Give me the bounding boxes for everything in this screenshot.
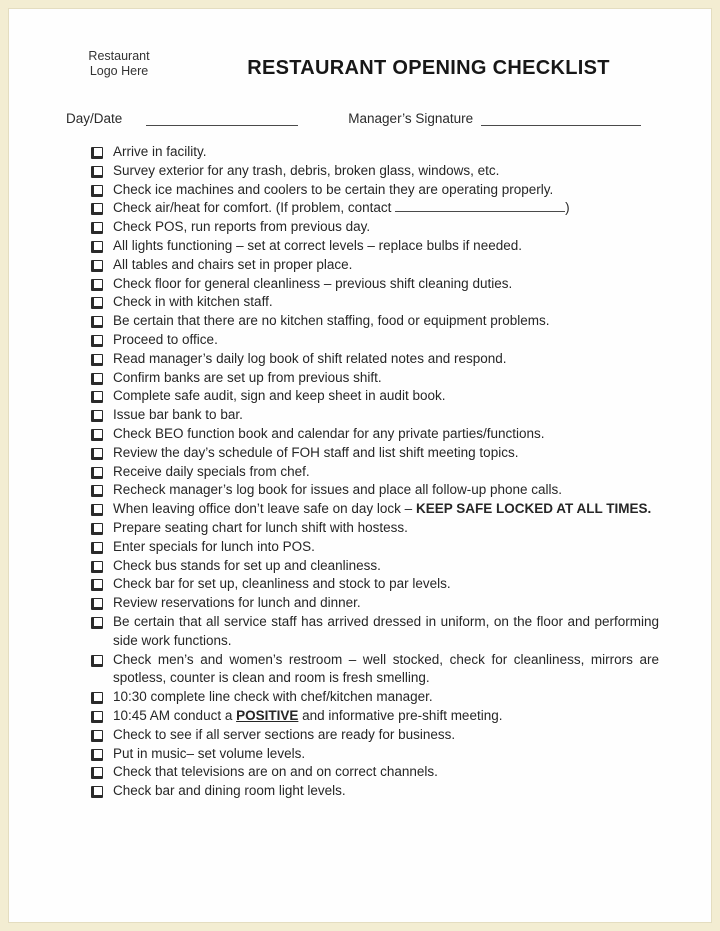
text-segment: Review reservations for lunch and dinner. — [113, 595, 361, 611]
checkbox-icon[interactable] — [91, 429, 103, 441]
checklist-item-text — [113, 707, 659, 726]
text-segment: Check that televisions are on and on correct channels. — [113, 764, 438, 780]
checklist-item-text — [113, 519, 659, 538]
checklist-item-text — [113, 745, 659, 764]
checklist-item-text — [113, 143, 659, 162]
checklist-item — [91, 519, 659, 538]
checkbox-icon[interactable] — [91, 786, 103, 798]
checklist-item-text — [113, 481, 659, 500]
checkbox-icon[interactable] — [91, 410, 103, 422]
checklist-page — [8, 8, 712, 923]
checkbox-icon[interactable] — [91, 316, 103, 328]
checkbox-icon[interactable] — [91, 561, 103, 573]
checklist-item — [91, 782, 659, 801]
checklist-item-text — [113, 594, 659, 613]
checklist-item — [91, 726, 659, 745]
text-segment: Check to see if all server sections are ready for business. — [113, 726, 456, 742]
checklist-item — [91, 387, 659, 406]
checklist-item — [91, 594, 659, 613]
checklist-item — [91, 181, 659, 200]
checklist-item — [91, 369, 659, 388]
checklist-item-text — [113, 387, 659, 406]
text-segment: ) — [565, 200, 570, 216]
checklist-item-text — [113, 275, 659, 294]
header — [66, 49, 659, 80]
checklist-item-text — [113, 538, 659, 557]
checklist-item-text — [113, 181, 659, 200]
checkbox-icon[interactable] — [91, 542, 103, 554]
checklist-item — [91, 500, 659, 519]
checkbox-icon[interactable] — [91, 297, 103, 309]
manager-signature-input-line[interactable] — [481, 110, 641, 126]
checklist-item-text — [113, 463, 659, 482]
checklist-item — [91, 557, 659, 576]
checkbox-icon[interactable] — [91, 147, 103, 159]
checklist-item — [91, 312, 659, 331]
checklist-item-text — [113, 237, 659, 256]
text-segment: Review the day’s schedule of FOH staff and list shift meeting topics. — [113, 444, 519, 460]
text-segment: Issue bar bank to bar. — [113, 407, 243, 423]
checklist-item-text — [113, 162, 659, 181]
signature-row — [66, 110, 659, 126]
checkbox-icon[interactable] — [91, 767, 103, 779]
checklist-item-text — [113, 369, 659, 388]
text-segment: Check air/heat for comfort. (If problem, contact — [113, 200, 396, 216]
day-date-input-line[interactable] — [146, 110, 298, 126]
checklist-item — [91, 481, 659, 500]
checkbox-icon[interactable] — [91, 391, 103, 403]
checklist-item — [91, 763, 659, 782]
checklist-item-text — [113, 256, 659, 275]
checklist-item — [91, 406, 659, 425]
text-segment: Prepare seating chart for lunch shift with hostess. — [113, 519, 408, 535]
checklist-item — [91, 199, 659, 218]
text-segment: Check men’s and women’s restroom – well stocked, check for cleanliness, mirrors are spotless, counter is clean and room is fresh smelling. — [113, 651, 659, 686]
text-segment: 10:30 complete line check with chef/kitchen manager. — [113, 689, 433, 705]
checkbox-icon[interactable] — [91, 692, 103, 704]
page-title: RESTAURANT OPENING CHECKLIST — [247, 57, 610, 79]
checklist-item-text — [113, 406, 659, 425]
checkbox-icon[interactable] — [91, 485, 103, 497]
checklist-item-text — [113, 218, 659, 237]
checkbox-icon[interactable] — [91, 241, 103, 253]
checklist-item — [91, 237, 659, 256]
checkbox-icon[interactable] — [91, 655, 103, 667]
checkbox-icon[interactable] — [91, 335, 103, 347]
logo-line-2: Logo Here — [89, 64, 149, 78]
checklist-item — [91, 293, 659, 312]
checkbox-icon[interactable] — [91, 523, 103, 535]
checkbox-icon[interactable] — [91, 222, 103, 234]
logo-line-1: Restaurant — [88, 49, 150, 63]
text-segment: KEEP SAFE LOCKED AT ALL TIMES. — [415, 501, 652, 517]
checklist-item-text — [113, 425, 659, 444]
checklist-item-text — [113, 293, 659, 312]
checklist-item — [91, 256, 659, 275]
text-segment: When leaving office don’t leave safe on day lock – — [113, 501, 416, 517]
checklist-item-text — [113, 312, 659, 331]
checklist-item — [91, 275, 659, 294]
manager-signature-label: Manager’s Signature — [348, 111, 474, 126]
checkbox-icon[interactable] — [91, 185, 103, 197]
text-segment: All lights functioning – set at correct levels – replace bulbs if needed. — [113, 237, 522, 253]
day-date-label: Day/Date — [66, 111, 123, 126]
checkbox-icon[interactable] — [91, 260, 103, 272]
fill-in-blank-line[interactable] — [395, 200, 565, 212]
text-segment: Complete safe audit, sign and keep sheet in audit book. — [113, 388, 446, 404]
text-segment: Read manager’s daily log book of shift related notes and respond. — [113, 350, 507, 366]
checkbox-icon[interactable] — [91, 579, 103, 591]
text-segment: Check bar for set up, cleanliness and stock to par levels. — [113, 576, 451, 592]
text-segment: Check ice machines and coolers to be certain they are operating properly. — [113, 181, 554, 197]
checklist-item — [91, 613, 659, 651]
checklist-item-text — [113, 782, 659, 801]
text-segment: and informative pre-shift meeting. — [298, 707, 503, 723]
text-segment: Put in music– set volume levels. — [113, 745, 306, 761]
checklist-item — [91, 575, 659, 594]
checklist-item — [91, 444, 659, 463]
checkbox-icon[interactable] — [91, 448, 103, 460]
checklist-item-text — [113, 444, 659, 463]
checkbox-icon[interactable] — [91, 354, 103, 366]
checkbox-icon[interactable] — [91, 749, 103, 761]
text-segment: Check bus stands for set up and cleanliness. — [113, 557, 381, 573]
text-segment: Receive daily specials from chef. — [113, 463, 310, 479]
checklist-item — [91, 218, 659, 237]
text-segment: Confirm banks are set up from previous shift. — [113, 369, 382, 385]
checkbox-icon[interactable] — [91, 617, 103, 629]
checkbox-icon[interactable] — [91, 279, 103, 291]
text-segment: Be certain that there are no kitchen staffing, food or equipment problems. — [113, 313, 550, 329]
logo-placeholder — [74, 49, 164, 79]
checklist-item — [91, 707, 659, 726]
checkbox-icon[interactable] — [91, 598, 103, 610]
text-segment: Survey exterior for any trash, debris, broken glass, windows, etc. — [113, 162, 500, 178]
checkbox-icon[interactable] — [91, 467, 103, 479]
checkbox-icon[interactable] — [91, 504, 103, 516]
text-segment: Arrive in facility. — [113, 144, 207, 159]
checkbox-icon[interactable] — [91, 203, 103, 215]
text-segment: Check in with kitchen staff. — [113, 294, 273, 310]
checklist-item-text — [113, 651, 659, 689]
checklist-item — [91, 331, 659, 350]
checklist-item — [91, 688, 659, 707]
text-segment: Be certain that all service staff has arrived dressed in uniform, on the floor and performing side work functions. — [113, 613, 659, 648]
text-segment: Check floor for general cleanliness – previous shift cleaning duties. — [113, 275, 513, 291]
checklist-item-text — [113, 557, 659, 576]
text-segment: POSITIVE — [236, 707, 299, 723]
checklist — [66, 143, 659, 801]
text-segment: Proceed to office. — [113, 331, 218, 347]
checklist-item-text — [113, 726, 659, 745]
text-segment: Enter specials for lunch into POS. — [113, 538, 315, 554]
checklist-item — [91, 350, 659, 369]
text-segment: Check POS, run reports from previous day. — [113, 219, 371, 235]
checklist-item-text — [113, 575, 659, 594]
checklist-item-text — [113, 350, 659, 369]
checklist-item-text — [113, 613, 659, 651]
checkbox-icon[interactable] — [91, 730, 103, 742]
checklist-item-text — [113, 500, 659, 519]
text-segment: Check bar and dining room light levels. — [113, 783, 346, 799]
checklist-item — [91, 651, 659, 689]
checklist-item — [91, 162, 659, 181]
checklist-item — [91, 463, 659, 482]
text-segment: Check BEO function book and calendar for any private parties/functions. — [113, 425, 545, 441]
checkbox-icon[interactable] — [91, 373, 103, 385]
checklist-item — [91, 538, 659, 557]
checklist-item — [91, 425, 659, 444]
checkbox-icon[interactable] — [91, 711, 103, 723]
checkbox-icon[interactable] — [91, 166, 103, 178]
checklist-item — [91, 745, 659, 764]
text-segment: Recheck manager’s log book for issues and place all follow-up phone calls. — [113, 482, 563, 498]
checklist-item-text — [113, 763, 659, 782]
checklist-item-text — [113, 331, 659, 350]
checklist-item — [91, 143, 659, 162]
text-segment: All tables and chairs set in proper place. — [113, 256, 353, 272]
text-segment: 10:45 AM conduct a — [113, 707, 237, 723]
checklist-item-text — [113, 688, 659, 707]
checklist-item-text — [113, 199, 659, 218]
